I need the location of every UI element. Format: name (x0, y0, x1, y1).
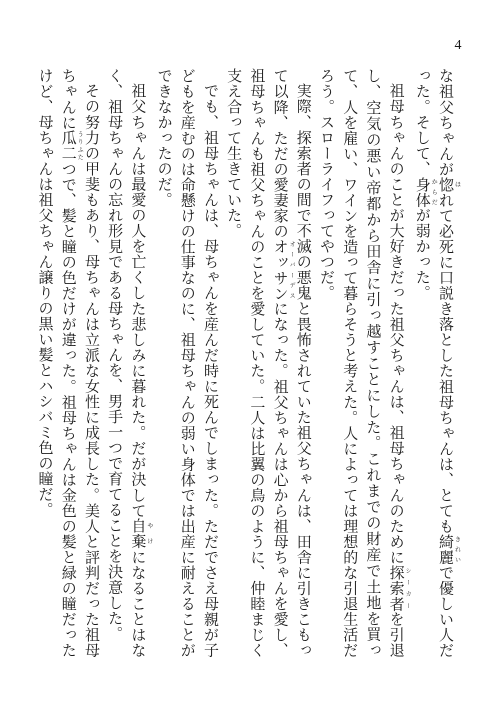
text-run: つで、髪と瞳の色だけが違った。祖母ちゃんは金色の髪と緑の瞳だったけど、母ちゃんは祖父ちゃん譲りの黒い髪とハシバミ色の瞳だ。 (36, 68, 78, 659)
text-run: その努力の甲斐もあり、母ちゃんは立派な女性に成長した。美人と評判だった祖母ちゃんに (59, 68, 101, 658)
ruby-text (437, 533, 461, 565)
ruby-text (59, 130, 84, 162)
text-run: を引退し、空気の悪い帝都から田舎に引っ越すことにした。これまでの財産で土地を買って、人を雇い、ワインを造って暮らそうと考えた。人によっては理想的な引退生活だろう。スローライフってやつだ。 (317, 68, 406, 659)
ruby-annotation: きれい (453, 533, 461, 565)
text-run: になることはなく、祖母ちゃんの忘れ形見である母ちゃんを、男手一つで育てることを決意した。 (106, 68, 148, 659)
ruby-text (387, 564, 412, 612)
ruby-base: 自棄 (129, 518, 148, 550)
ruby-base: 瓜二 (59, 130, 78, 162)
text-run: でも、祖母ちゃんは、母ちゃんを産んだ時に死んでしまった。ただでさえ母親が子どもを産むのは命懸けの仕事なのに、祖母ちゃんの弱い身体では出産に耐えることができなかったのだ。 (155, 68, 220, 658)
paragraph (33, 68, 103, 658)
body-text (36, 68, 461, 659)
text-run: で優しい人だった。そして、 (413, 68, 455, 659)
page-number: 4 (454, 38, 462, 53)
text-run: れて必死に口説き落とした祖母ちゃんは、とても (437, 192, 455, 534)
ruby-base: 惚 (437, 176, 455, 193)
ruby-base: 綺麗 (437, 533, 455, 565)
text-run: 祖父ちゃんは最愛の人を亡くした悲しみに暮れた。だが決して (129, 83, 148, 519)
ruby-text (413, 176, 438, 208)
ruby-annotation: オーバーデス (288, 238, 296, 301)
paragraph (411, 68, 460, 658)
paragraph (315, 68, 411, 658)
ruby-text (271, 238, 296, 301)
text-run: になった。祖父ちゃんは心から祖母ちゃんを愛し、祖母ちゃんも祖父ちゃんのことを愛していた。二人は比翼の鳥のように、仲睦まじく支え合って生きていた。 (225, 68, 290, 659)
text-run: な祖父ちゃんが (437, 68, 455, 177)
text-run: 祖母ちゃんのことが大好きだった祖父ちゃんは、祖母ちゃんのために (387, 83, 406, 565)
text-run: 実際、探索者の間で不滅の悪鬼と畏怖されていた祖父ちゃんは、田舎に引きこもって以降、ただの愛妻家の (271, 68, 313, 658)
ruby-annotation: ほ (453, 176, 461, 193)
paragraph (103, 68, 152, 658)
ruby-base: 身体 (413, 176, 432, 208)
paragraph (222, 68, 315, 658)
ruby-text (437, 176, 461, 193)
ruby-text (129, 518, 153, 550)
ruby-annotation: やけ (145, 518, 153, 550)
text-run: が弱かった。 (413, 207, 432, 301)
ruby-base: 探索者 (387, 564, 406, 612)
ruby-base: オッサン (271, 238, 290, 301)
ruby-annotation: シーカー (404, 564, 412, 612)
ruby-annotation: からだ (430, 176, 438, 208)
paragraph (152, 68, 222, 658)
ruby-annotation: うりふた (76, 130, 84, 162)
